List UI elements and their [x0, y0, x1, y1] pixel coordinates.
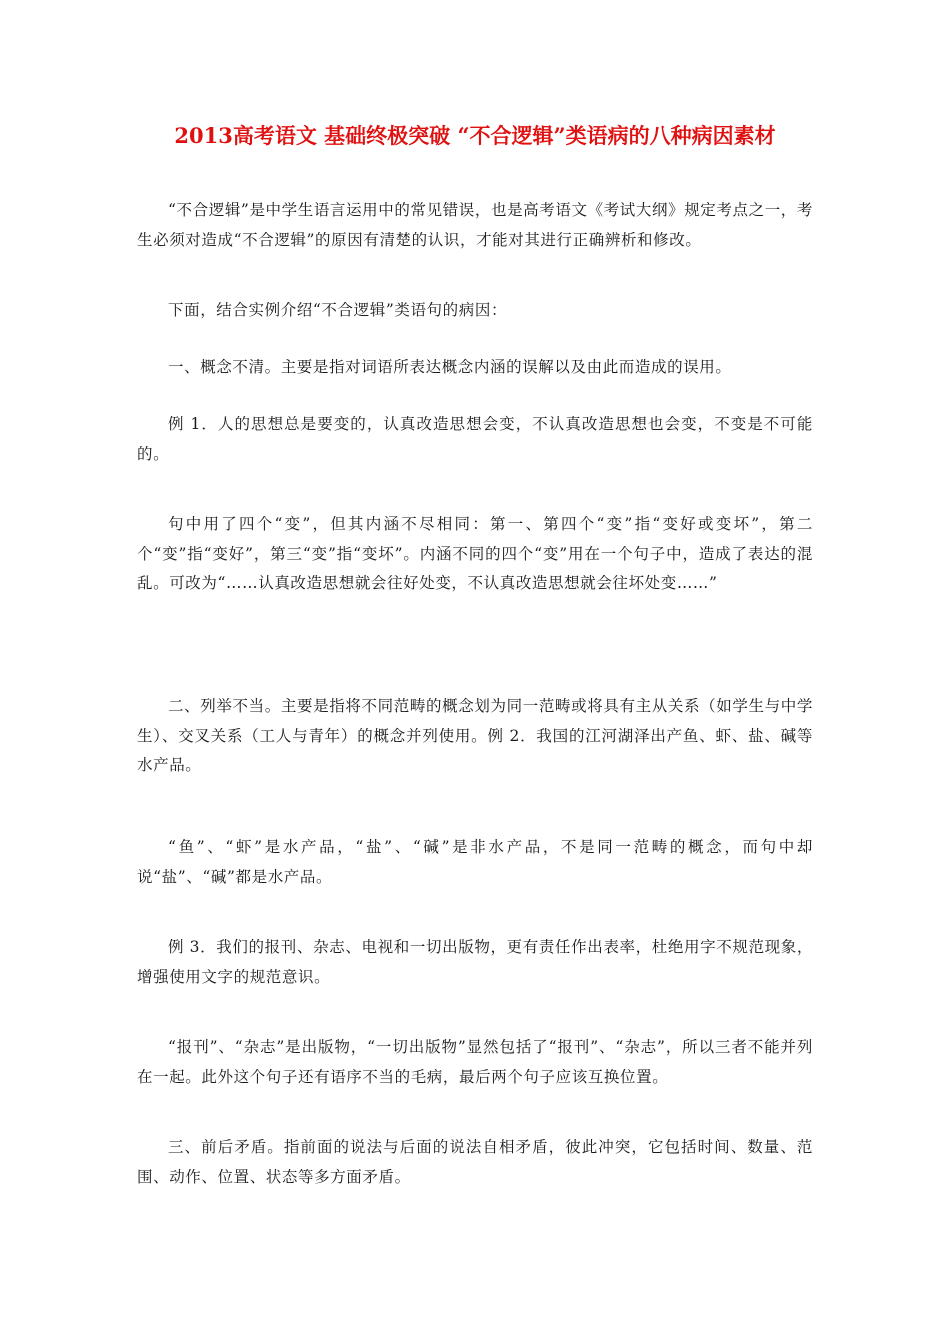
example-1-paragraph: 例 1．人的思想总是要变的，认真改造思想会变，不认真改造思想也会变，不变是不可能的。	[137, 415, 813, 463]
section-3-heading: 三、前后矛盾。指前面的说法与后面的说法自相矛盾，彼此冲突，它包括时间、数量、范围、动作、位置、状态等多方面矛盾。	[137, 1138, 813, 1186]
document-title: 2013高考语文 基础终极突破 “不合逻辑”类语病的八种病因素材	[174, 123, 776, 148]
example-3-analysis: “报刊”、“杂志”是出版物，“一切出版物”显然包括了“报刊”、“杂志”，所以三者不能并列在一起。此外这个句子还有语序不当的毛病，最后两个句子应该互换位置。	[137, 1038, 813, 1086]
example-3-paragraph: 例 3．我们的报刊、杂志、电视和一切出版物，更有责任作出表率，杜绝用字不规范现象，增强使用文字的规范意识。	[137, 938, 813, 986]
section-2-heading: 二、列举不当。主要是指将不同范畴的概念划为同一范畴或将具有主从关系（如学生与中学生）、交叉关系（工人与青年）的概念并列使用。例 2．我国的江河湖泽出产鱼、虾、盐、碱等水产品。	[137, 697, 813, 774]
example-1-analysis: 句中用了四个“变”，但其内涵不尽相同：第一、第四个“变”指“变好或变坏”，第二个“变”指“变好”，第三“变”指“变坏”。内涵不同的四个“变”用在一个句子中，造成了表达的混乱。可改为“……认真改造思想就会往好处变，不认真改造思想就会往坏处变……”	[137, 515, 813, 592]
section-1-heading: 一、概念不清。主要是指对词语所表达概念内涵的误解以及由此而造成的误用。	[168, 358, 732, 376]
lead-in-paragraph: 下面，结合实例介绍“不合逻辑”类语句的病因：	[168, 301, 508, 319]
example-2-analysis: “鱼”、“虾”是水产品，“盐”、“碱”是非水产品，不是同一范畴的概念，而句中却说“盐”、“碱”都是水产品。	[137, 838, 813, 886]
intro-paragraph: “不合逻辑”是中学生语言运用中的常见错误，也是高考语文《考试大纲》规定考点之一，考生必须对造成“不合逻辑”的原因有清楚的认识，才能对其进行正确辨析和修改。	[137, 201, 813, 249]
